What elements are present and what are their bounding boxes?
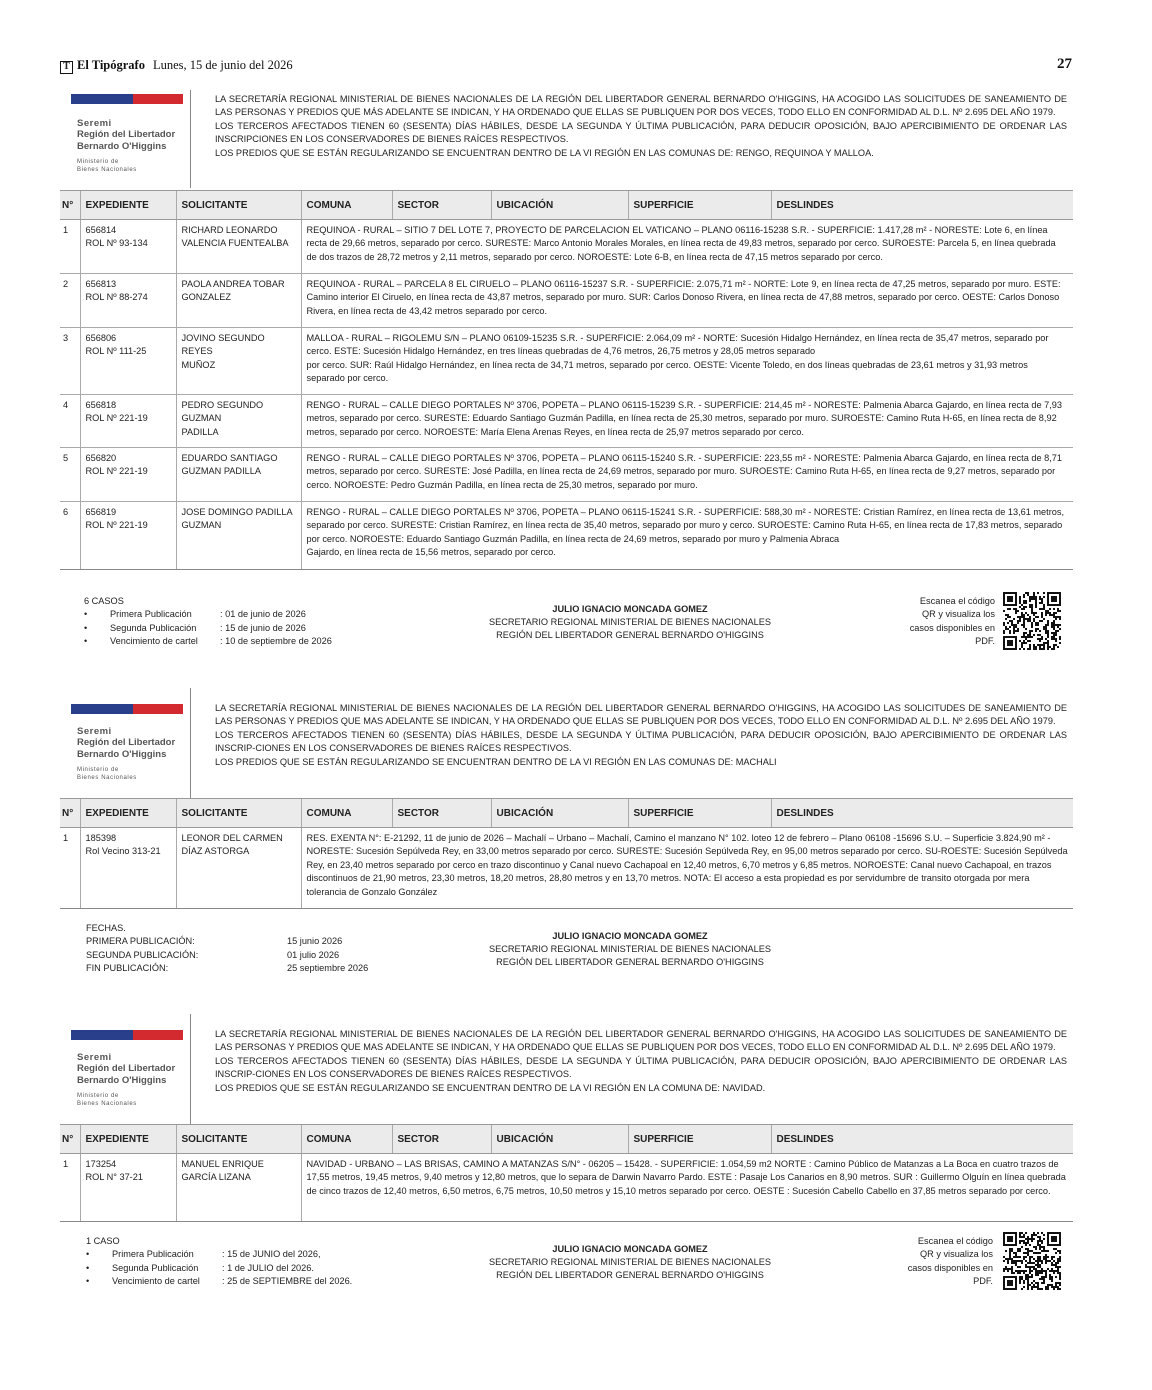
publication-date: Lunes, 15 de junio del 2026 — [153, 58, 293, 72]
date-row: SEGUNDA PUBLICACIÓN: 01 julio 2026 — [86, 949, 340, 960]
qr-caption: Escanea el código QR y visualiza los casos disponibles en PDF. — [909, 596, 995, 647]
seremi-region: Región del Libertador Bernardo O'Higgins — [77, 129, 176, 152]
row-solicitante: JOSE DOMINGO PADILLA GUZMAN — [176, 502, 301, 570]
notice-footer — [60, 595, 1073, 655]
qr-caption: Escanea el código QR y visualiza los casos disponibles en PDF. — [907, 1236, 993, 1287]
col-header-n: N° — [60, 1125, 80, 1154]
page-header — [60, 58, 1072, 80]
signer-region: REGIÓN DEL LIBERTADOR GENERAL BERNARDO O'HIGGINS — [496, 957, 764, 967]
col-header-superficie: SUPERFICIE — [628, 191, 771, 220]
table-row — [60, 1154, 1073, 1222]
table-header-row — [60, 191, 1073, 220]
row-number: 2 — [60, 274, 80, 328]
notice-intro: LA SECRETARÍA REGIONAL MINISTERIAL DE BIENES NACIONALES DE LA REGIÓN DEL LIBERTADOR GENERAL BERNARDO O'HIGGINS, HA ACOGIDO LAS SOLICITUDES DE SANEAMIENTO DE LAS PERSONAS Y PREDIOS QUE MÁS ADELANTE SE INDICAN, Y HA ORDENADO QUE ELLAS SE PUBLIQUEN POR DOS VECES, TODO ELLO EN CONFORMIDAD AL D.L. Nº 2.695 DEL AÑO 1979. LOS TERCEROS AFECTADOS TIENEN 60 (SESENTA) DÍAS HÁBILES, DESDE LA SEGUNDA Y ÚLTIMA PUBLICACIÓN, PARA DEDUCIR OPOSICIÓN, BAJO APERCIBIMIENTO DE ORDENAR LAS INSCRIPCIONES EN LOS CONSERVADORES DE BIENES RAÍCES RESPECTIVOS. LOS PREDIOS QUE SE ESTÁN REGULARIZANDO SE ENCUENTRAN DENTRO DE LA VI REGIÓN EN LAS COMUNAS DE: RENGO, REQUINOA Y MALLOA. — [215, 94, 1067, 158]
signer-name: JULIO IGNACIO MONCADA GOMEZ — [552, 604, 708, 614]
chile-flag-stripe — [71, 94, 183, 104]
notice-footer — [60, 1235, 1073, 1295]
publication-row: • Primera Publicación : 01 de junio de 2026 — [84, 609, 306, 620]
dates-title: FECHAS. — [86, 923, 126, 933]
row-expediente: 656806 ROL Nº 111-25 — [80, 328, 176, 395]
col-header-sector: SECTOR — [392, 799, 491, 828]
signer-title: SECRETARIO REGIONAL MINISTERIAL DE BIENES NACIONALES — [489, 617, 771, 627]
publication-schedule — [86, 1235, 352, 1289]
seremi-region: Región del Libertador Bernardo O'Higgins — [77, 737, 176, 760]
col-header-comuna: COMUNA — [301, 1125, 392, 1154]
row-solicitante: RICHARD LEONARDO VALENCIA FUENTEALBA — [176, 220, 301, 274]
seremi-label: Seremi — [77, 1052, 112, 1063]
publication-name: El Tipógrafo — [77, 58, 145, 72]
row-solicitante: PAOLA ANDREA TOBAR GONZALEZ — [176, 274, 301, 328]
table-row — [60, 395, 1073, 448]
row-detalle: REQUINOA - RURAL – SITIO 7 DEL LOTE 7, PROYECTO DE PARCELACION EL VATICANO – PLANO 06116-15238 S.R. - SUPERFICIE: 1.417,28 m² - NORESTE: Lote 6, en línea recta de 29,66 metros, separado por cerco. SURESTE: Marco Antonio Morales Morales, en línea recta de 49,83 metros, separado por cerco. SUROESTE: Parcela 5, en línea quebrada de dos trazos de 28,72 metros y 2,11 metros, separado por cerco. NOROESTE: Lote 6-B, en línea recta de 47,15 metros separado por cerco. — [301, 220, 1073, 274]
signer-title: SECRETARIO REGIONAL MINISTERIAL DE BIENES NACIONALES — [489, 944, 771, 954]
signer-name: JULIO IGNACIO MONCADA GOMEZ — [552, 1244, 708, 1254]
signer-region: REGIÓN DEL LIBERTADOR GENERAL BERNARDO O'HIGGINS — [496, 630, 764, 640]
signature-block — [480, 603, 780, 642]
col-header-n: N° — [60, 799, 80, 828]
seremi-brand — [60, 688, 191, 798]
col-header-superficie: SUPERFICIE — [628, 1125, 771, 1154]
col-header-expediente: EXPEDIENTE — [80, 799, 176, 828]
row-number: 1 — [60, 828, 80, 909]
row-number: 3 — [60, 328, 80, 395]
table-row — [60, 448, 1073, 502]
col-header-sector: SECTOR — [392, 1125, 491, 1154]
row-number: 5 — [60, 448, 80, 502]
signer-name: JULIO IGNACIO MONCADA GOMEZ — [552, 931, 708, 941]
table-header-row — [60, 799, 1073, 828]
page-number: 27 — [1057, 56, 1072, 72]
cases-table — [60, 1124, 1073, 1222]
row-number: 1 — [60, 220, 80, 274]
seremi-ministry: Ministerio de Bienes Nacionales — [77, 767, 137, 781]
signer-region: REGIÓN DEL LIBERTADOR GENERAL BERNARDO O'HIGGINS — [496, 1270, 764, 1280]
publication-dates — [86, 922, 368, 976]
table-row — [60, 828, 1073, 909]
row-detalle: RENGO - RURAL – CALLE DIEGO PORTALES Nº 3706, POPETA – PLANO 06115-15240 S.R. - SUPERFICIE: 223,55 m² - NORESTE: Palmenia Abarca Gajardo, en línea recta de 8,71 metros, separado por cerco. SURESTE: José Padilla, en línea recta de 24,69 metros, separado por muro. SUROESTE: Camino Ruta H-65, en línea recta de 9,27 metros, separado por cerco. NOROESTE: Pedro Guzmán Padilla, en línea recta de 25,30 metros, separado por muro. — [301, 448, 1073, 502]
col-header-sector: SECTOR — [392, 191, 491, 220]
notice-2 — [60, 688, 1073, 988]
row-expediente: 656820 ROL Nº 221-19 — [80, 448, 176, 502]
notice-3 — [60, 1014, 1073, 1304]
row-number: 6 — [60, 502, 80, 570]
col-header-superficie: SUPERFICIE — [628, 799, 771, 828]
col-header-deslindes: DESLINDES — [771, 191, 1073, 220]
row-solicitante: EDUARDO SANTIAGO GUZMAN PADILLA — [176, 448, 301, 502]
cases-table — [60, 190, 1073, 570]
signer-title: SECRETARIO REGIONAL MINISTERIAL DE BIENES NACIONALES — [489, 1257, 771, 1267]
row-expediente: 173254 ROL N° 37-21 — [80, 1154, 176, 1222]
seremi-label: Seremi — [77, 726, 112, 737]
seremi-label: Seremi — [77, 118, 112, 129]
col-header-deslindes: DESLINDES — [771, 1125, 1073, 1154]
notice-intro: LA SECRETARÍA REGIONAL MINISTERIAL DE BIENES NACIONALES DE LA REGIÓN DEL LIBERTADOR GENERAL BERNARDO O'HIGGINS, HA ACOGIDO LAS SOLICITUDES DE SANEAMIENTO DE LAS PERSONAS Y PREDIOS QUE MAS ADELANTE SE INDICAN, Y HA ORDENADO QUE ELLAS SE PUBLIQUEN POR DOS VECES, TODO ELLO EN CONFORMIDAD AL D.L. Nº 2.695 DEL AÑO 1979. LOS TERCEROS AFECTADOS TIENEN 60 (SESENTA) DÍAS HÁBILES, DESDE LA SEGUNDA Y ÚLTIMA PUBLICACIÓN, PARA DEDUCIR OPOSICIÓN, BAJO APERCIBIMIENTO DE ORDENAR LAS INSCRIP-CIONES EN LOS CONSERVADORES DE BIENES RAÍCES RESPECTIVOS. LOS PREDIOS QUE SE ESTÁN REGULARIZANDO SE ENCUENTRAN DENTRO DE LA VI REGIÓN EN LA COMUNA DE: NAVIDAD. — [215, 1029, 1067, 1093]
col-header-solicitante: SOLICITANTE — [176, 191, 301, 220]
row-number: 4 — [60, 395, 80, 448]
row-detalle: NAVIDAD - URBANO – LAS BRISAS, CAMINO A MATANZAS S/N° - 06205 – 15428. - SUPERFICIE: 1.054,59 m2 NORTE : Camino Público de Matanzas a La Boca en cuatro trazos de 17,55 metros, 19,45 metros, 9,40 metros y 12,80 metros, que lo separa de Darwin Navarro Pardo. ESTE : Pasaje Los Canarios en 8,90 metros. SUR : Guillermo Olguín en línea quebrada de cinco trazos de 12,40 metros, 6,50 metros, 6,75 metros, 10,50 metros y 15,10 metros separado por cerco. OESTE : Sucesión Cabello Cabello en 37,85 metros separado por cerco. — [301, 1154, 1073, 1222]
seremi-ministry: Ministerio de Bienes Nacionales — [77, 159, 137, 173]
row-solicitante: PEDRO SEGUNDO GUZMAN PADILLA — [176, 395, 301, 448]
seremi-brand — [60, 90, 191, 188]
col-header-n: N° — [60, 191, 80, 220]
chile-flag-stripe — [71, 1030, 183, 1040]
row-expediente: 656818 ROL Nº 221-19 — [80, 395, 176, 448]
row-expediente: 656813 ROL Nº 88-274 — [80, 274, 176, 328]
signature-block — [480, 1243, 780, 1282]
notice-footer — [60, 922, 1073, 982]
row-detalle: RES. EXENTA N°: E-21292, 11 de junio de 2026 – Machalí – Urbano – Machalí, Camino el manzano N° 102. loteo 12 de febrero – Plano 06108 -15696 S.U. – Superficie 3.824,90 m² - NORESTE: Sucesión Sepúlveda Rey, en 33,00 metros separado por cerco. SURESTE: Sucesión Sepúlveda Rey, en 95,00 metros separado por cerco. SU-ROESTE: Sucesión Sepúlveda Rey, en 23,40 metros separado por cerco en trazo discontinuo y Canal nuevo Cachapoal en 12,40 metros, 6,70 metros y 6,85 metros. NOROESTE: Canal nuevo Cachapoal, en trazos discontinuos de 21,90 metros, 23,30 metros, 18,20 metros, 28,80 metros y en 13,70 metros. NOTA: El acceso a esta propiedad es por servidumbre de transito otorgada por mera tolerancia de Gonzalo González — [301, 828, 1073, 909]
publication-row: • Vencimiento de cartel : 25 de SEPTIEMBRE del 2026. — [86, 1276, 353, 1287]
col-header-expediente: EXPEDIENTE — [80, 191, 176, 220]
qr-code-icon[interactable] — [1003, 1232, 1061, 1290]
row-detalle: MALLOA - RURAL – RIGOLEMU S/N – PLANO 06109-15235 S.R. - SUPERFICIE: 2.064,09 m² - NORTE: Sucesión Hidalgo Hernández, en línea recta de 35,47 metros, separado por cerco. ESTE: Sucesión Hidalgo Hernández, en tres líneas quebradas de 4,76 metros, 26,75 metros y 28,05 metros separado por cerco. SUR: Raúl Hidalgo Hernández, en línea recta de 34,71 metros, separado por cerco. OESTE: Vicente Toledo, en dos líneas quebradas de 23,61 metros y 31,93 metros separado por cerco. — [301, 328, 1073, 395]
publication-logo-icon: T — [60, 61, 73, 74]
seremi-brand — [60, 1014, 191, 1124]
col-header-ubicacion: UBICACIÓN — [491, 799, 628, 828]
date-row: PRIMERA PUBLICACIÓN: 15 junio 2026 — [86, 936, 343, 947]
col-header-deslindes: DESLINDES — [771, 799, 1073, 828]
col-header-ubicacion: UBICACIÓN — [491, 191, 628, 220]
cases-count: 6 CASOS — [84, 596, 124, 606]
publication-row: • Segunda Publicación : 1 de JULIO del 2026. — [86, 1262, 314, 1273]
qr-code-icon[interactable] — [1003, 592, 1061, 650]
signature-block — [480, 930, 780, 969]
cases-table — [60, 798, 1073, 909]
publication-row: • Primera Publicación : 15 de JUNIO del 2026, — [86, 1249, 321, 1260]
table-header-row — [60, 1125, 1073, 1154]
chile-flag-stripe — [71, 704, 183, 714]
col-header-ubicacion: UBICACIÓN — [491, 1125, 628, 1154]
table-row — [60, 328, 1073, 395]
row-expediente: 185398 Rol Vecino 313-21 — [80, 828, 176, 909]
seremi-ministry: Ministerio de Bienes Nacionales — [77, 1093, 137, 1107]
col-header-comuna: COMUNA — [301, 799, 392, 828]
row-detalle: REQUINOA - RURAL – PARCELA 8 EL CIRUELO – PLANO 06116-15237 S.R. - SUPERFICIE: 2.075,71 m² - NORTE: Lote 9, en línea recta de 47,25 metros, separado por muro. ESTE: Camino interior El Ciruelo, en línea recta de 43,87 metros, separado por muro. SUR: Carlos Donoso Rivera, en línea recta de 47,88 metros, separado por cerco. OESTE: Carlos Donoso Rivera, en línea recta de 43,42 metros separado por cerco. — [301, 274, 1073, 328]
row-expediente: 656814 ROL Nº 93-134 — [80, 220, 176, 274]
notice-1 — [60, 90, 1073, 660]
col-header-comuna: COMUNA — [301, 191, 392, 220]
publication-row: • Segunda Publicación : 15 de junio de 2026 — [84, 622, 306, 633]
row-expediente: 656819 ROL Nº 221-19 — [80, 502, 176, 570]
cases-count: 1 CASO — [86, 1236, 120, 1246]
row-detalle: RENGO - RURAL – CALLE DIEGO PORTALES Nº 3706, POPETA – PLANO 06115-15239 S.R. - SUPERFICIE: 214,45 m² - NORESTE: Palmenia Abarca Gajardo, en línea recta de 7,93 metros, separado por cerco. SURESTE: Eduardo Santiago Guzmán Padilla, en línea recta de 25,30 metros, separado por muro. SUROESTE: Camino Ruta H-65, en línea recta de 8,92 metros, separado por cerco. NOROESTE: María Elena Arenas Reyes, en línea recta de 25,97 metros separado por cerco. — [301, 395, 1073, 448]
row-solicitante: JOVINO SEGUNDO REYES MUÑOZ — [176, 328, 301, 395]
publication-row: • Vencimiento de cartel : 10 de septiembre de 2026 — [84, 636, 332, 647]
row-solicitante: LEONOR DEL CARMEN DÍAZ ASTORGA — [176, 828, 301, 909]
table-row — [60, 220, 1073, 274]
notice-intro: LA SECRETARÍA REGIONAL MINISTERIAL DE BIENES NACIONALES DE LA REGIÓN DEL LIBERTADOR GENERAL BERNARDO O'HIGGINS, HA ACOGIDO LAS SOLICITUDES DE SANEAMIENTO DE LAS PERSONAS Y PREDIOS QUE MAS ADELANTE SE INDICAN, Y HA ORDENADO QUE ELLAS SE PUBLIQUEN POR DOS VECES, TODO ELLO EN CONFORMIDAD AL D.L. Nº 2.695 DEL AÑO 1979. LOS TERCEROS AFECTADOS TIENEN 60 (SESENTA) DÍAS HÁBILES, DESDE LA SEGUNDA Y ÚLTIMA PUBLICACIÓN, PARA DEDUCIR OPOSICIÓN, BAJO APERCIBIMIENTO DE ORDENAR LAS INSCRIP-CIONES EN LOS CONSERVADORES DE BIENES RAÍCES RESPECTIVOS. LOS PREDIOS QUE SE ESTÁN REGULARIZANDO SE ENCUENTRAN DENTRO DE LA VI REGIÓN EN LAS COMUNAS DE: MACHALI — [215, 703, 1067, 767]
row-number: 1 — [60, 1154, 80, 1222]
col-header-solicitante: SOLICITANTE — [176, 1125, 301, 1154]
row-detalle: RENGO - RURAL – CALLE DIEGO PORTALES Nº 3706, POPETA – PLANO 06115-15241 S.R. - SUPERFICIE: 588,30 m² - NORESTE: Cristian Ramírez, en línea recta de 13,61 metros, separado por cerco. SURESTE: Cristian Ramírez, en línea recta de 35,40 metros, separado por muro y cerco. SUROESTE: Camino Ruta H-65, en línea recta de 17,83 metros, separado por cerco. NOROESTE: Eduardo Santiago Guzmán Padilla, en línea recta de 24,69 metros, separado por muro y Palmenia Abraca Gajardo, en línea recta de 15,56 metros, separado por cerco. — [301, 502, 1073, 570]
seremi-region: Región del Libertador Bernardo O'Higgins — [77, 1063, 176, 1086]
col-header-expediente: EXPEDIENTE — [80, 1125, 176, 1154]
table-row — [60, 274, 1073, 328]
date-row: FIN PUBLICACIÓN: 25 septiembre 2026 — [86, 963, 369, 974]
col-header-solicitante: SOLICITANTE — [176, 799, 301, 828]
table-row — [60, 502, 1073, 570]
publication-schedule — [84, 595, 332, 649]
row-solicitante: MANUEL ENRIQUE GARCÍA LIZANA — [176, 1154, 301, 1222]
